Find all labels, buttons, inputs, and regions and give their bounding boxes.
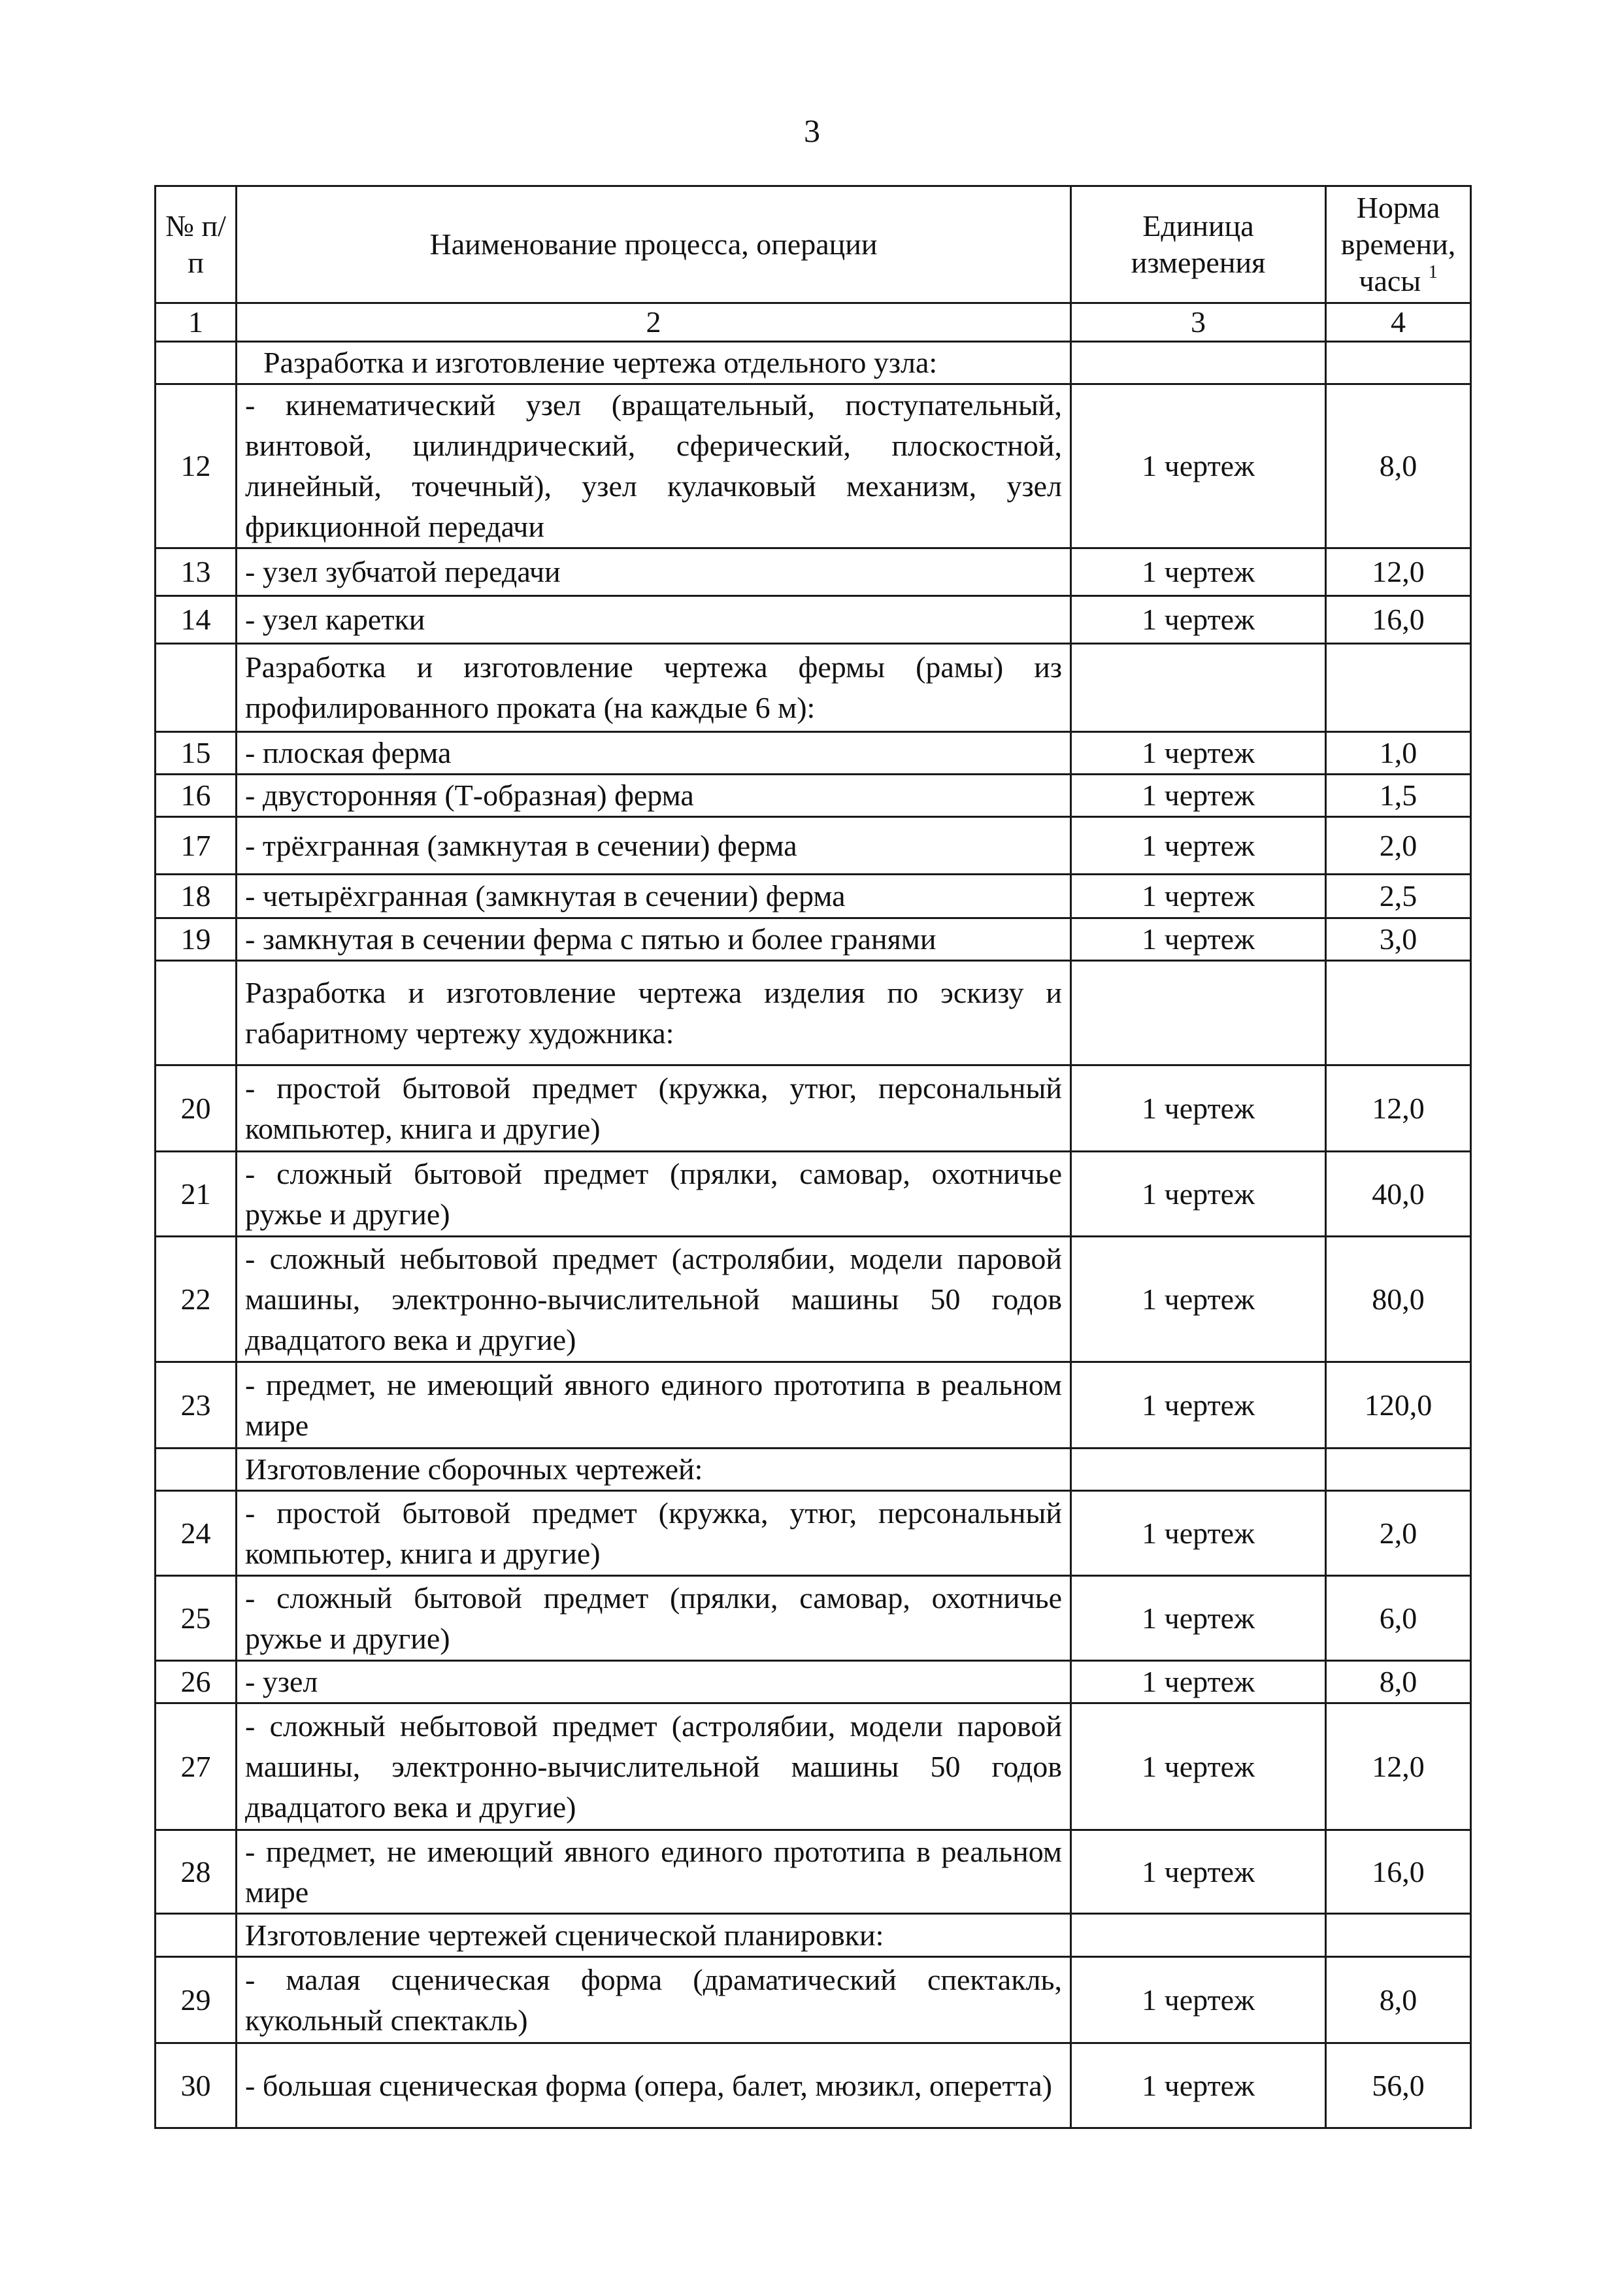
row-name: Разработка и изготовление чертежа отдельного узла: [237,342,1071,384]
row-unit: 1 чертеж [1071,875,1326,918]
table-row [156,1661,1471,1703]
row-unit: 1 чертеж [1071,1830,1326,1914]
row-name: Изготовление чертежей сценической планировки: [237,1914,1071,1957]
header-name: Наименование процесса, операции [237,186,1071,303]
row-norm: 6,0 [1326,1576,1471,1661]
row-norm: 8,0 [1326,384,1471,548]
row-norm: 2,0 [1326,1491,1471,1576]
row-unit: 1 чертеж [1071,1703,1326,1830]
row-name: - замкнутая в сечении ферма с пятью и более гранями [237,918,1071,961]
row-name: - простой бытовой предмет (кружка, утюг, персональный компьютер, книга и другие) [237,1491,1071,1576]
row-name: - большая сценическая форма (опера, балет, мюзикл, оперетта) [237,2043,1071,2128]
table-row [156,384,1471,548]
row-norm: 80,0 [1326,1237,1471,1362]
row-num: 26 [156,1661,237,1703]
row-unit: 1 чертеж [1071,817,1326,875]
header-norm-label: Норма времени, часы [1340,191,1456,297]
row-name: - двусторонняя (Т-образная) ферма [237,775,1071,817]
row-unit: 1 чертеж [1071,596,1326,644]
row-norm: 1,5 [1326,775,1471,817]
table-row [156,1065,1471,1152]
row-name: - узел [237,1661,1071,1703]
column-number: 1 [156,303,237,342]
section-row [156,1914,1471,1957]
row-num: 29 [156,1957,237,2043]
row-name: - простой бытовой предмет (кружка, утюг, персональный компьютер, книга и другие) [237,1065,1071,1152]
column-number: 2 [237,303,1071,342]
column-numbers-row [156,303,1471,342]
row-norm: 2,5 [1326,875,1471,918]
row-unit: 1 чертеж [1071,775,1326,817]
row-name: - сложный небытовой предмет (астролябии, модели паровой машины, электронно-вычислительной машины 50 годов двадцатого века и другие) [237,1237,1071,1362]
row-norm: 8,0 [1326,1661,1471,1703]
row-name: Изготовление сборочных чертежей: [237,1449,1071,1491]
row-norm [1326,1449,1471,1491]
row-unit: 1 чертеж [1071,1576,1326,1661]
row-unit [1071,644,1326,732]
row-unit: 1 чертеж [1071,918,1326,961]
row-name: - сложный бытовой предмет (прялки, самовар, охотничье ружье и другие) [237,1152,1071,1237]
row-name: - предмет, не имеющий явного единого прототипа в реальном мире [237,1830,1071,1914]
header-norm [1326,186,1471,303]
row-unit [1071,1914,1326,1957]
row-name: Разработка и изготовление чертежа фермы (рамы) из профилированного проката (на каждые 6 м): [237,644,1071,732]
section-row [156,342,1471,384]
row-num: 18 [156,875,237,918]
footnote-marker: 1 [1428,262,1438,282]
row-unit: 1 чертеж [1071,732,1326,775]
row-num: 25 [156,1576,237,1661]
row-num [156,342,237,384]
row-num: 22 [156,1237,237,1362]
table-row [156,875,1471,918]
table-row [156,1830,1471,1914]
row-unit: 1 чертеж [1071,1661,1326,1703]
table-row [156,1703,1471,1830]
table-row [156,1957,1471,2043]
header-unit: Единица измерения [1071,186,1326,303]
row-unit: 1 чертеж [1071,384,1326,548]
column-number: 3 [1071,303,1326,342]
row-num: 16 [156,775,237,817]
row-name: - малая сценическая форма (драматический спектакль, кукольный спектакль) [237,1957,1071,2043]
row-norm: 3,0 [1326,918,1471,961]
row-name: - сложный небытовой предмет (астролябии, модели паровой машины, электронно-вычислительной машины 50 годов двадцатого века и другие) [237,1703,1071,1830]
table-row [156,918,1471,961]
section-row [156,1449,1471,1491]
row-norm: 16,0 [1326,1830,1471,1914]
row-num [156,961,237,1065]
row-norm: 56,0 [1326,2043,1471,2128]
row-name: - сложный бытовой предмет (прялки, самовар, охотничье ружье и другие) [237,1576,1071,1661]
table-row [156,2043,1471,2128]
row-name: - четырёхгранная (замкнутая в сечении) ферма [237,875,1071,918]
row-num [156,1914,237,1957]
column-number: 4 [1326,303,1471,342]
row-name: - плоская ферма [237,732,1071,775]
row-norm [1326,1914,1471,1957]
header-num: № п/п [156,186,237,303]
row-unit: 1 чертеж [1071,548,1326,596]
row-unit: 1 чертеж [1071,2043,1326,2128]
row-unit: 1 чертеж [1071,1362,1326,1449]
table-row [156,817,1471,875]
row-unit: 1 чертеж [1071,1237,1326,1362]
row-num: 24 [156,1491,237,1576]
row-norm: 1,0 [1326,732,1471,775]
row-name: - предмет, не имеющий явного единого прототипа в реальном мире [237,1362,1071,1449]
row-unit: 1 чертеж [1071,1491,1326,1576]
row-name: Разработка и изготовление чертежа изделия по эскизу и габаритному чертежу художника: [237,961,1071,1065]
table-row [156,1491,1471,1576]
table-row [156,1576,1471,1661]
table-row [156,596,1471,644]
table-row [156,1237,1471,1362]
row-norm [1326,961,1471,1065]
row-norm: 12,0 [1326,1065,1471,1152]
row-num: 23 [156,1362,237,1449]
row-num: 28 [156,1830,237,1914]
row-norm: 40,0 [1326,1152,1471,1237]
row-name: - трёхгранная (замкнутая в сечении) ферма [237,817,1071,875]
table-row [156,548,1471,596]
table-row [156,775,1471,817]
row-num: 21 [156,1152,237,1237]
page-number: 3 [804,112,820,149]
section-row [156,644,1471,732]
section-row [156,961,1471,1065]
row-num: 15 [156,732,237,775]
table-row [156,1362,1471,1449]
table-row [156,732,1471,775]
row-num: 13 [156,548,237,596]
row-num: 17 [156,817,237,875]
row-num [156,1449,237,1491]
row-norm: 12,0 [1326,548,1471,596]
row-norm [1326,342,1471,384]
row-unit [1071,342,1326,384]
row-unit: 1 чертеж [1071,1065,1326,1152]
row-norm [1326,644,1471,732]
row-num: 19 [156,918,237,961]
row-unit: 1 чертеж [1071,1152,1326,1237]
table-row [156,1152,1471,1237]
table-header-row [156,186,1471,303]
row-norm: 16,0 [1326,596,1471,644]
row-norm: 8,0 [1326,1957,1471,2043]
row-num: 14 [156,596,237,644]
row-num: 12 [156,384,237,548]
row-unit [1071,961,1326,1065]
row-norm: 2,0 [1326,817,1471,875]
row-name: - узел зубчатой передачи [237,548,1071,596]
row-unit [1071,1449,1326,1491]
row-num: 20 [156,1065,237,1152]
row-name: - кинематический узел (вращательный, поступательный, винтовой, цилиндрический, сферический, плоскостной, линейный, точечный), узел кулачковый механизм, узел фрикционной передачи [237,384,1071,548]
row-norm: 12,0 [1326,1703,1471,1830]
row-num: 30 [156,2043,237,2128]
row-unit: 1 чертеж [1071,1957,1326,2043]
time-norms-table [154,185,1472,2129]
row-name: - узел каретки [237,596,1071,644]
row-num [156,644,237,732]
row-num: 27 [156,1703,237,1830]
row-norm: 120,0 [1326,1362,1471,1449]
